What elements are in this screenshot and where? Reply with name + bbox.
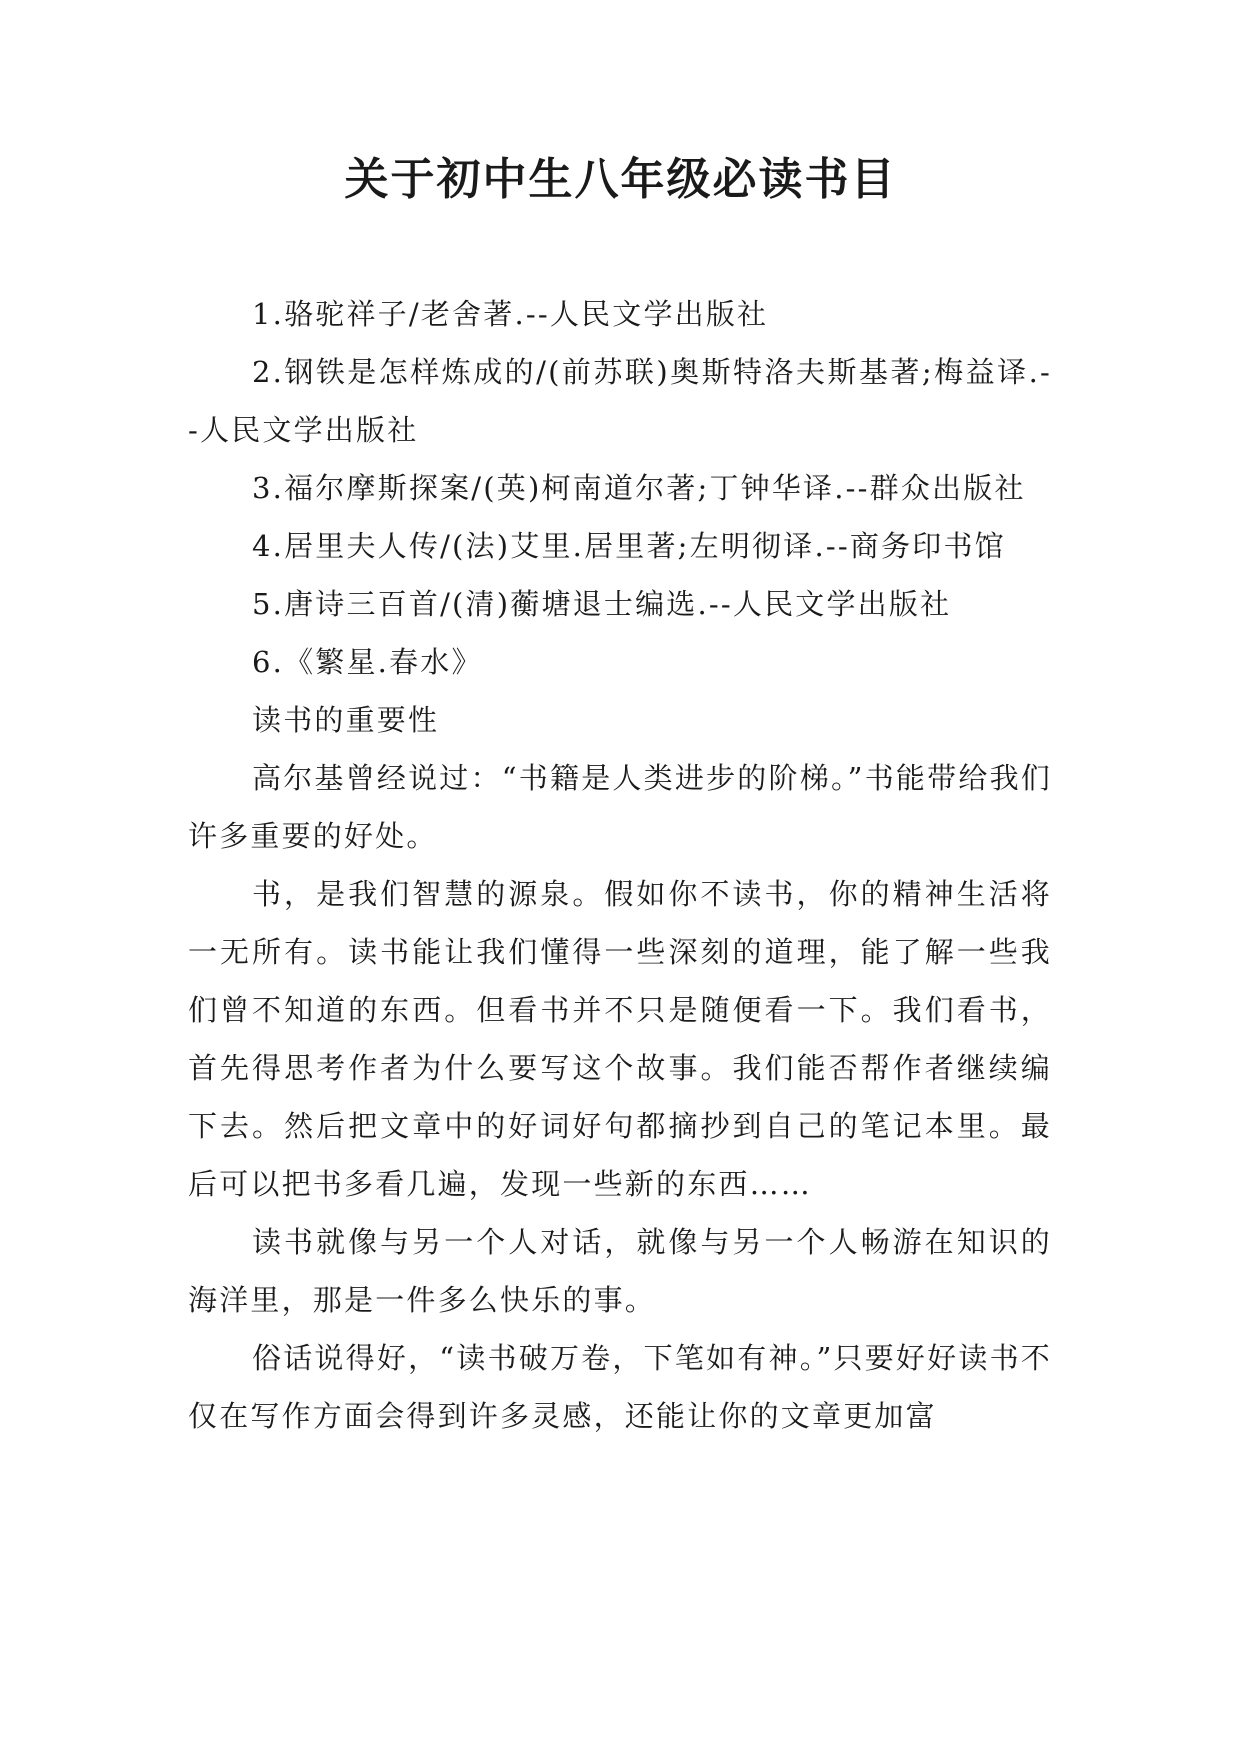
document-title: 关于初中生八年级必读书目 xyxy=(344,154,897,205)
section-heading: 读书的重要性 xyxy=(252,703,440,737)
book-item-2: 2.钢铁是怎样炼成的/(前苏联)奥斯特洛夫斯基著;梅益译.--人民文学出版社 xyxy=(188,355,1052,447)
body-paragraph: 读书就像与另一个人对话，就像与另一个人畅游在知识的海洋里，那是一件多么快乐的事。 xyxy=(188,1225,1052,1317)
body-paragraph: 俗话说得好，“读书破万卷，下笔如有神。”只要好好读书不仅在写作方面会得到许多灵感，还能让你的文章更加富 xyxy=(188,1341,1052,1433)
book-item-6: 6.《繁星.春水》 xyxy=(252,645,483,679)
book-item-3: 3.福尔摩斯探案/(英)柯南道尔著;丁钟华译.--群众出版社 xyxy=(252,471,1026,505)
body-paragraph: 高尔基曾经说过：“书籍是人类进步的阶梯。”书能带给我们许多重要的好处。 xyxy=(188,761,1052,853)
document-body xyxy=(188,285,1052,1445)
book-item-1: 1.骆驼祥子/老舍著.--人民文学出版社 xyxy=(252,297,769,331)
book-item-5: 5.唐诗三百首/(清)蘅塘退士编选.--人民文学出版社 xyxy=(252,587,952,621)
book-item-4: 4.居里夫人传/(法)艾里.居里著;左明彻译.--商务印书馆 xyxy=(252,529,1006,563)
body-paragraph: 书，是我们智慧的源泉。假如你不读书，你的精神生活将一无所有。读书能让我们懂得一些深刻的道理，能了解一些我们曾不知道的东西。但看书并不只是随便看一下。我们看书，首先得思考作者为什么要写这个故事。我们能否帮作者继续编下去。然后把文章中的好词好句都摘抄到自己的笔记本里。最后可以把书多看几遍，发现一些新的东西…… xyxy=(188,877,1052,1201)
